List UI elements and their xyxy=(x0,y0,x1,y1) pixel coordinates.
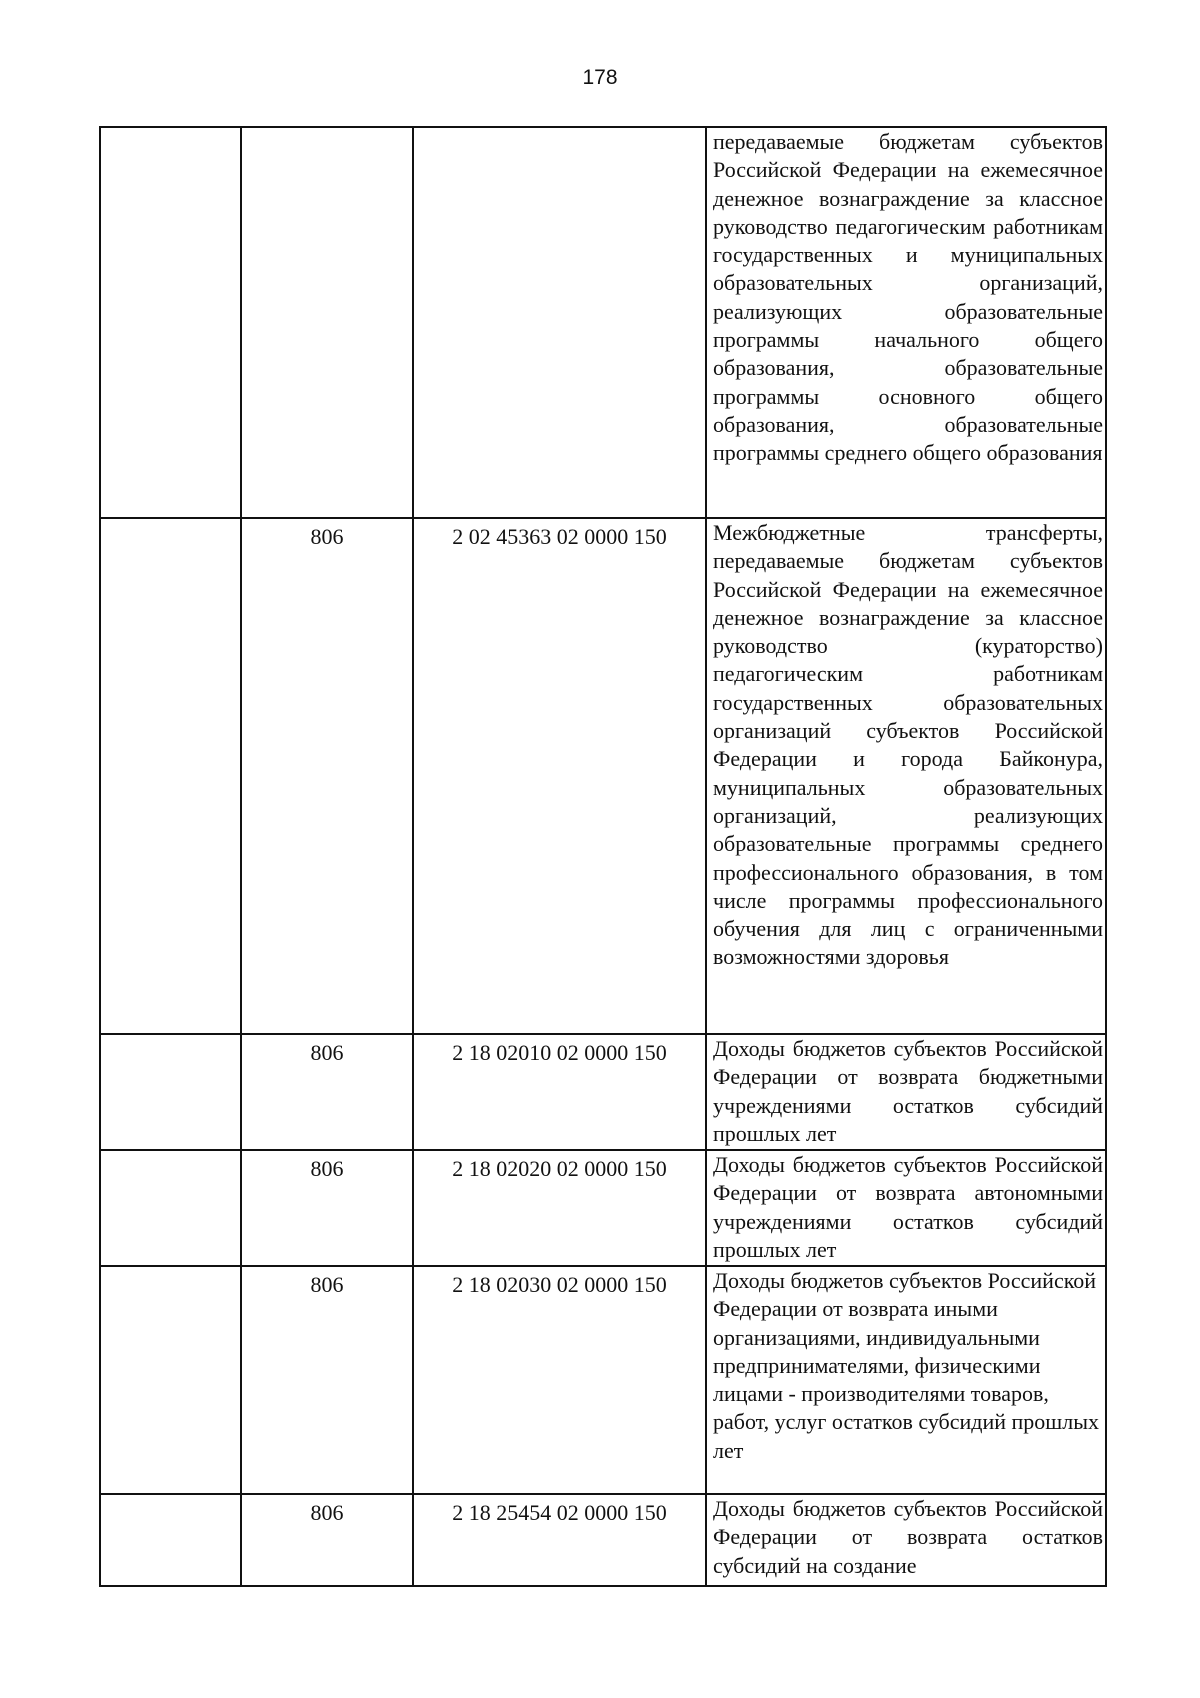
budget-code-cell: 2 02 45363 02 0000 150 xyxy=(413,518,706,1034)
description-cell xyxy=(706,518,1106,1034)
admin-code-cell: 806 xyxy=(241,1034,413,1150)
budget-code-cell: 2 18 02030 02 0000 150 xyxy=(413,1266,706,1494)
table-row xyxy=(100,518,1106,1034)
admin-code-cell: 806 xyxy=(241,518,413,1034)
description-text: Доходы бюджетов субъектов Российской Федерации от возврата иными организациями, индивидуальными предпринимателями, физическими лицами - производителями товаров, работ, услуг остатков субсидий прошлых лет xyxy=(713,1268,1099,1463)
description-text: Межбюджетные трансферты, передаваемые бюджетам субъектов Российской Федерации на ежемесячное денежное вознаграждение за классное руководство (кураторство) педагогическим работникам государственных образовательных организаций субъектов Российской Федерации и города Байконура, муниципальных образовательных организаций, реализующих образовательные программы среднего профессионального образования, в том числе программы профессионального обучения для лиц с ограниченными возможностями здоровья xyxy=(713,520,1103,970)
table-row xyxy=(100,127,1106,518)
description-cell xyxy=(706,1266,1106,1494)
empty-cell xyxy=(100,1034,241,1150)
table-row xyxy=(100,1494,1106,1586)
admin-code-cell: 806 xyxy=(241,1150,413,1266)
description-text: Доходы бюджетов субъектов Российской Федерации от возврата автономными учреждениями остатков субсидий прошлых лет xyxy=(713,1152,1103,1262)
description-cell xyxy=(706,1150,1106,1266)
empty-cell xyxy=(100,1494,241,1586)
admin-code-cell xyxy=(241,127,413,518)
revenue-codes-table xyxy=(99,126,1107,1587)
budget-code-cell: 2 18 02010 02 0000 150 xyxy=(413,1034,706,1150)
description-cell xyxy=(706,1494,1106,1586)
empty-cell xyxy=(100,1150,241,1266)
description-text: передаваемые бюджетам субъектов Российской Федерации на ежемесячное денежное вознаграждение за классное руководство педагогическим работникам государственных и муниципальных образовательных организаций, реализующих образовательные программы начального общего образования, образовательные программы основного общего образования, образовательные программы среднего общего образования xyxy=(713,129,1103,466)
description-text: Доходы бюджетов субъектов Российской Федерации от возврата бюджетными учреждениями остатков субсидий прошлых лет xyxy=(713,1036,1103,1146)
budget-code-cell xyxy=(413,127,706,518)
table-row xyxy=(100,1150,1106,1266)
budget-code-cell: 2 18 25454 02 0000 150 xyxy=(413,1494,706,1586)
empty-cell xyxy=(100,1266,241,1494)
table-row xyxy=(100,1266,1106,1494)
description-cell xyxy=(706,127,1106,518)
admin-code-cell: 806 xyxy=(241,1266,413,1494)
empty-cell xyxy=(100,518,241,1034)
table-row xyxy=(100,1034,1106,1150)
budget-code-cell: 2 18 02020 02 0000 150 xyxy=(413,1150,706,1266)
description-text: Доходы бюджетов субъектов Российской Федерации от возврата остатков субсидий на создание xyxy=(713,1496,1103,1578)
empty-cell xyxy=(100,127,241,518)
admin-code-cell: 806 xyxy=(241,1494,413,1586)
description-cell xyxy=(706,1034,1106,1150)
page-number: 178 xyxy=(582,66,618,89)
